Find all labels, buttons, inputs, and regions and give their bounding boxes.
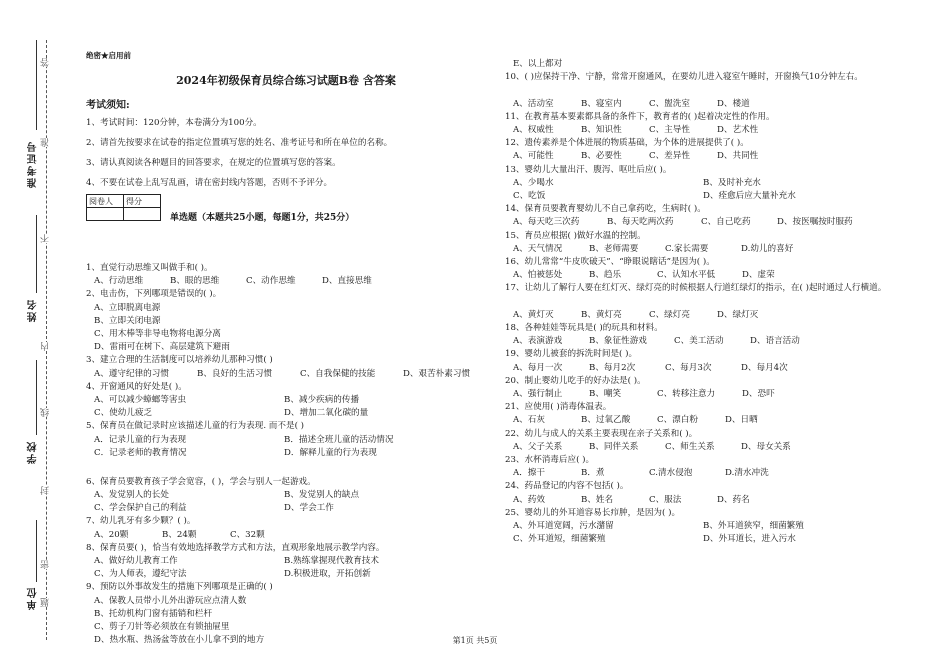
answer-option[interactable]: C、转移注意力 <box>657 389 716 399</box>
question-stem: 24、药品登记的内容不包括( )。 <box>505 481 629 492</box>
answer-option[interactable]: D、直接思维 <box>322 276 372 287</box>
binding-strip <box>0 0 62 671</box>
answer-option[interactable]: A、可能性 <box>513 151 554 162</box>
answer-option[interactable]: C、32颗 <box>230 529 265 540</box>
answer-option[interactable]: D．解释儿童的行为表现 <box>284 447 377 458</box>
question-stem: 17、让幼儿了解行人要在红灯灭、绿灯亮的时候根据人行道红绿灯的指示，在( )起时通过人行横道。 <box>505 283 887 294</box>
question-stem: 8、保育员要( )，恰当有效地选择教学方式和方法，直观形象地展示教学内容。 <box>86 542 385 553</box>
question-stem: 21、应使用( )消毒体温表。 <box>505 402 612 413</box>
cut-mark: 准 <box>41 138 51 147</box>
question-stem: 23、水杯消毒后应( )。 <box>505 455 595 465</box>
score-cell[interactable] <box>87 208 124 221</box>
answer-option[interactable]: B．描述全班儿童的活动情况 <box>284 434 394 445</box>
school-fill-line <box>36 360 37 435</box>
question-stem: 3、建立合理的生活制度可以培养幼儿那种习惯( ) <box>86 355 273 366</box>
answer-option[interactable]: C、吃饭 <box>513 191 546 201</box>
answer-option[interactable]: C、绿灯亮 <box>649 309 690 320</box>
score-label-score: 得分 <box>124 195 161 208</box>
question-stem: 22、幼儿与成人的关系主要表现在亲子关系和( )。 <box>505 428 698 439</box>
answer-option[interactable]: A、天气情况 <box>513 243 563 254</box>
answer-option[interactable]: A、每天吃三次药 <box>513 217 580 228</box>
answer-option[interactable]: B、发觉别人的缺点 <box>284 490 360 501</box>
answer-option[interactable]: B、24颗 <box>162 529 197 540</box>
answer-option[interactable]: B、良好的生活习惯 <box>197 368 273 379</box>
answer-option[interactable]: D、增加二氧化碳的量 <box>284 408 369 419</box>
answer-option[interactable]: B．煮 <box>581 468 605 479</box>
score-label-reviewer: 阅卷人 <box>87 195 124 208</box>
answer-option[interactable]: C、剪子刀针等必须放在有锁抽屉里 <box>94 622 230 633</box>
answer-option[interactable]: B、每天吃两次药 <box>607 217 674 228</box>
answer-option[interactable]: D、艰苦朴素习惯 <box>403 368 471 379</box>
answer-option[interactable]: B、姓名 <box>581 494 614 505</box>
answer-option[interactable]: D、热水瓶、热汤盆等放在小儿拿不到的地方 <box>94 635 265 646</box>
answer-option[interactable]: D、恐吓 <box>742 389 775 399</box>
score-cell[interactable] <box>124 208 161 221</box>
question-stem: 4、开窗通风的好处是( )。 <box>86 381 187 392</box>
answer-option[interactable]: C.家长需要 <box>665 243 709 254</box>
notice-heading: 考试须知: <box>86 100 130 111</box>
answer-option[interactable]: C、美工活动 <box>674 336 724 347</box>
answer-option[interactable]: C、盥洗室 <box>649 98 690 109</box>
answer-option[interactable]: C.清水侵泡 <box>649 468 693 479</box>
notice-item: 1、考试时间：120分钟，本卷满分为100分。 <box>86 118 262 128</box>
question-stem: 20、制止婴幼儿吃手的好办法是( )。 <box>505 375 646 386</box>
answer-option[interactable]: D、共同性 <box>717 151 759 162</box>
cut-mark: 答 <box>41 58 51 67</box>
answer-option[interactable]: C、动作思维 <box>246 276 296 287</box>
binding-label-ticket: 准考证号 <box>28 140 39 188</box>
binding-label-name: 姓名 <box>28 298 39 322</box>
answer-option[interactable]: D、雷雨可在树下、高层建筑下避雨 <box>94 342 230 353</box>
question-stem: 1、直觉行动思维又叫做手和( )。 <box>86 263 213 273</box>
unit-fill-line <box>36 520 37 582</box>
answer-option[interactable]: C、差异性 <box>649 151 690 162</box>
answer-option[interactable]: B、老师需要 <box>589 243 639 254</box>
answer-option[interactable]: A、少喝水 <box>513 177 554 188</box>
question-stem: 7、幼儿乳牙有多少颗？( )。 <box>86 516 196 527</box>
question-stem: 2、电击伤，下列哪项是错误的( )。 <box>86 289 222 300</box>
answer-option[interactable]: A、表演游戏 <box>513 336 563 347</box>
answer-option[interactable]: A、20颗 <box>94 529 129 540</box>
answer-option[interactable]: D、学会工作 <box>284 503 334 514</box>
notice-list <box>86 116 486 196</box>
answer-option[interactable]: C、用木棒等非导电物将电源分离 <box>94 329 221 339</box>
cut-mark: 线 <box>41 408 51 417</box>
question-stem: 9、预防以外事故发生的措施下列哪项是正确的( ) <box>86 582 273 593</box>
answer-option[interactable]: B、每月2次 <box>589 362 636 373</box>
ticket-fill-line <box>36 40 37 130</box>
answer-option[interactable]: A．记录儿童的行为表现 <box>94 434 187 445</box>
answer-option[interactable]: A、石灰 <box>513 415 545 426</box>
answer-option[interactable]: A、保教人员带小儿外出游玩应点清人数 <box>94 595 247 606</box>
cut-mark: 不 <box>41 234 51 243</box>
answer-option[interactable]: A、父子关系 <box>513 441 563 452</box>
answer-option[interactable]: C、主导性 <box>649 125 690 135</box>
answer-option[interactable]: B、立即关闭电源 <box>94 315 161 326</box>
answer-option[interactable]: B、过氧乙酸 <box>581 415 631 426</box>
answer-option[interactable]: D、虚荣 <box>742 270 775 281</box>
question-stem: 18、各种娃娃等玩具是( )的玩具和材料。 <box>505 323 663 333</box>
answer-option[interactable]: B、外耳道狭窄，细菌繁殖 <box>703 521 804 531</box>
notice-item: 3、请认真阅读各种题目的回答要求，在规定的位置填写您的答案。 <box>86 158 341 168</box>
score-table <box>86 194 161 221</box>
question-stem: 25、婴幼儿的外耳道容易长疖肿，是因为( )。 <box>505 507 681 518</box>
question-stem: 5、保育员在做记录时应该描述儿童的行为表现. 而不是( ) <box>86 421 305 432</box>
answer-option[interactable]: D、药名 <box>717 494 750 505</box>
answer-option[interactable]: A、可以减少蟑螂等害虫 <box>94 395 187 405</box>
answer-option[interactable]: B、同伴关系 <box>589 441 639 452</box>
answer-option[interactable]: A、黄灯灭 <box>513 309 554 320</box>
cut-mark: 密 <box>41 560 51 569</box>
seal-line <box>46 40 47 640</box>
cut-mark: 题 <box>41 598 51 607</box>
answer-option[interactable]: A、每月一次 <box>513 362 563 373</box>
answer-option[interactable]: A、权威性 <box>513 125 554 135</box>
binding-label-unit: 单位 <box>28 586 39 610</box>
cut-mark: 封 <box>41 486 51 495</box>
name-fill-line <box>36 215 37 293</box>
answer-option[interactable]: C、师生关系 <box>665 441 715 452</box>
answer-option[interactable]: D.幼儿的喜好 <box>741 243 794 254</box>
section-heading: 单选题（本题共25小题，每题1分，共25分） <box>170 213 355 223</box>
answer-option[interactable]: D、痊愈后应大量补充水 <box>703 191 796 201</box>
secret-mark: 绝密★启用前 <box>86 51 131 60</box>
answer-option[interactable]: B、及时补充水 <box>703 177 761 188</box>
answer-option[interactable]: C、自我保健的技能 <box>300 368 376 379</box>
answer-option[interactable]: A、药效 <box>513 494 545 505</box>
answer-option[interactable]: B、趋乐 <box>589 270 622 281</box>
answer-option[interactable]: B、知识性 <box>581 125 622 135</box>
question-stem: 11、在教育基本要素都具备的条件下，教育者的( )起着决定性的作用。 <box>505 111 775 122</box>
answer-option[interactable]: B、象征性游戏 <box>589 336 647 347</box>
question-stem: 14、保育员要教育婴幼儿不自己拿药吃，生病时( )。 <box>505 204 706 215</box>
answer-option[interactable]: B、寝室内 <box>581 98 622 109</box>
notice-item: 4、不要在试卷上乱写乱画，请在密封线内答题，否则不予评分。 <box>86 178 333 188</box>
answer-option[interactable]: D.积极进取，开拓创新 <box>284 569 371 580</box>
answer-option[interactable]: A．擦干 <box>513 468 545 479</box>
answer-option[interactable]: D、母女关系 <box>741 441 791 452</box>
answer-option[interactable]: C、学会保护自己的利益 <box>94 503 187 514</box>
page-title: 2024年初级保育员综合练习试题B卷 含答案 <box>176 74 396 87</box>
answer-option[interactable]: D.清水冲洗 <box>725 468 769 479</box>
answer-option[interactable]: A、怕被惩处 <box>513 270 563 281</box>
answer-option[interactable]: B、眼的思维 <box>170 276 220 287</box>
answer-option[interactable]: C、服法 <box>649 494 682 505</box>
answer-option[interactable]: A、强行制止 <box>513 389 563 399</box>
answer-option[interactable]: C、为人师表，遵纪守法 <box>94 569 187 580</box>
answer-option[interactable]: C、认知水平低 <box>657 270 716 281</box>
answer-option[interactable]: A、立即脱离电源 <box>94 302 161 313</box>
cut-mark: 内 <box>41 342 51 351</box>
binding-label-school: 学校 <box>28 440 39 464</box>
answer-option[interactable]: C、外耳道短，细菌繁殖 <box>513 534 606 545</box>
answer-option[interactable]: D、语言活动 <box>750 336 800 347</box>
answer-option[interactable]: C．记录老师的教育情况 <box>94 447 187 458</box>
question-stem: 13、婴幼儿大量出汗、腹泻、呕吐后应( )。 <box>505 164 672 175</box>
question-stem: 10、( )应保持干净、宁静，常常开窗通风，在要幼儿进入寝室午睡时，开窗换气10分钟左右。 <box>505 72 863 83</box>
answer-option[interactable]: C、使幼儿疲乏 <box>94 408 153 419</box>
answer-option[interactable]: C、每月3次 <box>665 362 712 373</box>
answer-option[interactable]: B、嘲笑 <box>589 389 622 399</box>
answer-option[interactable]: C、自己吃药 <box>701 217 751 228</box>
answer-option[interactable]: D、艺术性 <box>717 125 759 135</box>
answer-option[interactable]: C、漂白粉 <box>657 415 698 426</box>
answer-option[interactable]: B、减少疾病的传播 <box>284 395 360 405</box>
answer-option[interactable]: D、楼道 <box>717 98 750 109</box>
question-stem: 6、保育员要教育孩子学会宽容，( )，学会与别人一起游戏。 <box>86 476 316 487</box>
answer-option[interactable]: B、必要性 <box>581 151 622 162</box>
question-stem: 15、育员应根据( )做好水温的控制。 <box>505 230 646 241</box>
answer-option[interactable]: A、做好幼儿教育工作 <box>94 556 178 567</box>
question-stem: 12、遗传素养是个体进展的物质基础，为个体的进展提供了( )。 <box>505 138 749 149</box>
answer-option[interactable]: E、以上都对 <box>513 59 563 69</box>
notice-item: 2、请首先按要求在试卷的指定位置填写您的姓名、准考证号和所在单位的名称。 <box>86 138 393 148</box>
answer-option[interactable]: A、发觉别人的长处 <box>94 490 169 501</box>
question-stem: 16、幼儿常常“牛皮吹破天”、“睁眼说瞎话”是因为( )。 <box>505 257 715 267</box>
answer-option[interactable]: D、绿灯灭 <box>717 309 759 320</box>
page-footer: 第1页 共5页 <box>452 636 498 645</box>
answer-option[interactable]: A、活动室 <box>513 98 554 109</box>
question-stem: 19、婴幼儿被套的拆洗时间是( )。 <box>505 349 638 360</box>
answer-option[interactable]: D、日晒 <box>725 415 758 426</box>
answer-option[interactable]: A、遵守纪律的习惯 <box>94 368 169 379</box>
answer-option[interactable]: B、托幼机构门窗有插销和栏杆 <box>94 608 213 619</box>
answer-option[interactable]: D、按医嘱按时服药 <box>777 217 853 228</box>
answer-option[interactable]: D、每月4次 <box>741 362 788 373</box>
answer-option[interactable]: B.熟练掌握现代教育技术 <box>284 556 379 567</box>
answer-option[interactable]: D、外耳道长，进入污水 <box>703 534 796 545</box>
answer-option[interactable]: A、行动思维 <box>94 276 144 287</box>
answer-option[interactable]: A、外耳道宽阔，污水潴留 <box>513 521 614 531</box>
answer-option[interactable]: B、黄灯亮 <box>581 309 622 320</box>
